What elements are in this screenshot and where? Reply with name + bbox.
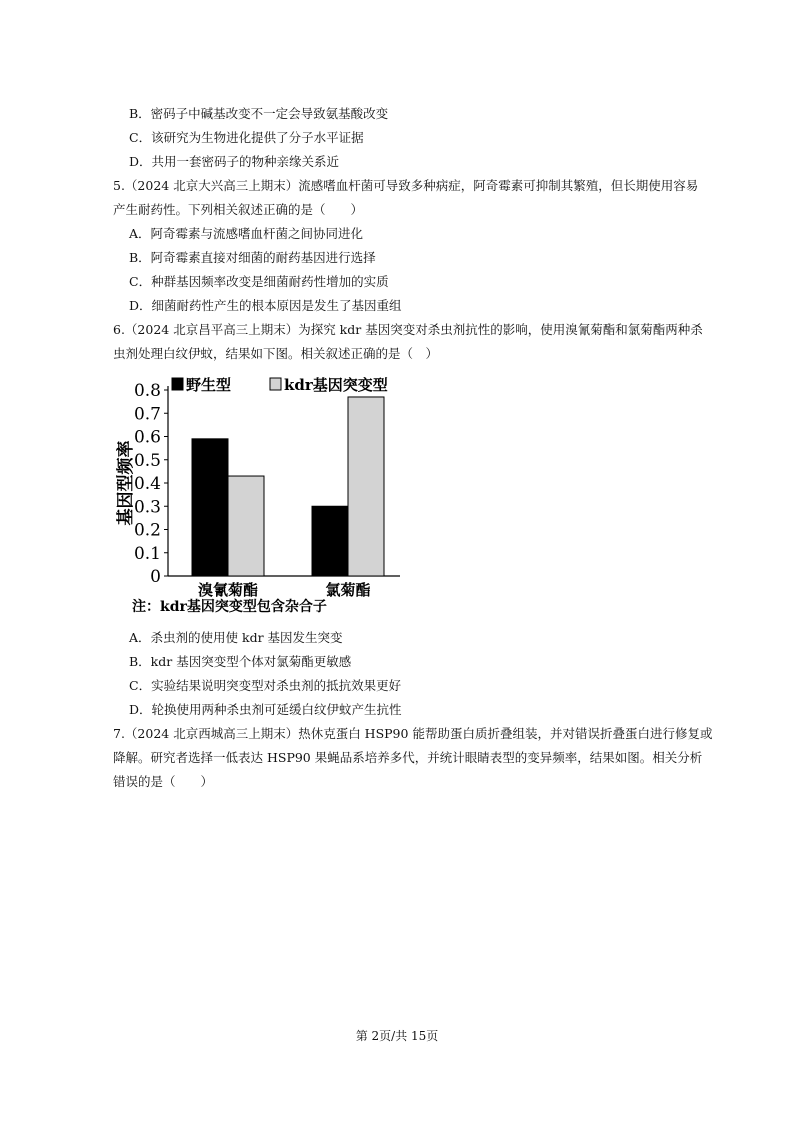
- chart-bar: [312, 506, 348, 576]
- page-footer: 第 2页/共 15页: [355, 1029, 439, 1043]
- chart-x-tick-label: 溴氰菊酯: [197, 581, 259, 599]
- q5-stem-line1: 5.（2024 北京大兴高三上期末）流感嗜血杆菌可导致多种病症，阿奇霉素可抑制其繁殖，但长期使用容易: [113, 178, 699, 193]
- q5-option-c: C．种群基因频率改变是细菌耐药性增加的实质: [129, 274, 389, 289]
- q7-stem-line3: 错误的是（ ）: [113, 774, 214, 789]
- q6-option-b: B．kdr 基因突变型个体对氯菊酯更敏感: [129, 654, 352, 669]
- chart-y-tick-label: 0.4: [133, 474, 161, 494]
- chart-y-tick-label: 0.8: [133, 381, 161, 401]
- chart-y-axis-label: 基因型频率: [116, 440, 136, 526]
- chart-bar: [192, 439, 228, 576]
- genotype-frequency-chart: [110, 372, 410, 622]
- chart-y-tick-label: 0.1: [133, 543, 161, 564]
- chart-x-tick-label: 氯菊酯: [325, 581, 371, 599]
- chart-bar: [348, 397, 384, 576]
- chart-note: 注：kdr基因突变型包含杂合子: [132, 599, 327, 615]
- chart-y-tick-label: 0.2: [133, 520, 161, 541]
- chart-y-tick-label: 0.5: [133, 450, 161, 471]
- q5-option-d: D．细菌耐药性产生的根本原因是发生了基因重组: [129, 298, 402, 313]
- chart-legend-label: kdr基因突变型: [284, 376, 388, 394]
- q5-option-a: A．阿奇霉素与流感嗜血杆菌之间协同进化: [129, 226, 364, 241]
- chart-y-tick-label: 0: [150, 567, 161, 587]
- q4-option-d: D．共用一套密码子的物种亲缘关系近: [129, 154, 340, 169]
- q6-stem-line2: 虫剂处理白纹伊蚊，结果如下图。相关叙述正确的是（ ）: [113, 346, 439, 361]
- q4-option-b: B．密码子中碱基改变不一定会导致氨基酸改变: [129, 106, 389, 121]
- q6-option-a: A．杀虫剂的使用使 kdr 基因发生突变: [129, 630, 343, 645]
- chart-y-tick-label: 0.6: [133, 427, 161, 448]
- chart-y-tick-label: 0.7: [133, 404, 161, 425]
- q7-stem-line2: 降解。研究者选择一低表达 HSP90 果蝇品系培养多代，并统计眼睛表型的变异频率，结果如图。相关分析: [113, 750, 703, 765]
- chart-bar: [228, 476, 264, 576]
- chart-legend-swatch: [270, 378, 281, 390]
- q6-option-d: D．轮换使用两种杀虫剂可延缓白纹伊蚊产生抗性: [129, 702, 402, 717]
- q6-stem-line1: 6.（2024 北京昌平高三上期末）为探究 kdr 基因突变对杀虫剂抗性的影响，使用溴氰菊酯和氯菊酯两种杀: [113, 322, 703, 337]
- chart-y-tick-label: 0.3: [133, 497, 161, 518]
- q6-option-c: C．实验结果说明突变型对杀虫剂的抵抗效果更好: [129, 678, 402, 693]
- q5-option-b: B．阿奇霉素直接对细菌的耐药基因进行选择: [129, 250, 376, 265]
- chart-legend-label: 野生型: [186, 376, 232, 394]
- chart-legend-swatch: [172, 378, 183, 390]
- q4-option-c: C．该研究为生物进化提供了分子水平证据: [129, 130, 364, 145]
- q5-stem-line2: 产生耐药性。下列相关叙述正确的是（ ）: [113, 202, 364, 217]
- q7-stem-line1: 7.（2024 北京西城高三上期末）热休克蛋白 HSP90 能帮助蛋白质折叠组装，并对错误折叠蛋白进行修复或: [113, 726, 713, 741]
